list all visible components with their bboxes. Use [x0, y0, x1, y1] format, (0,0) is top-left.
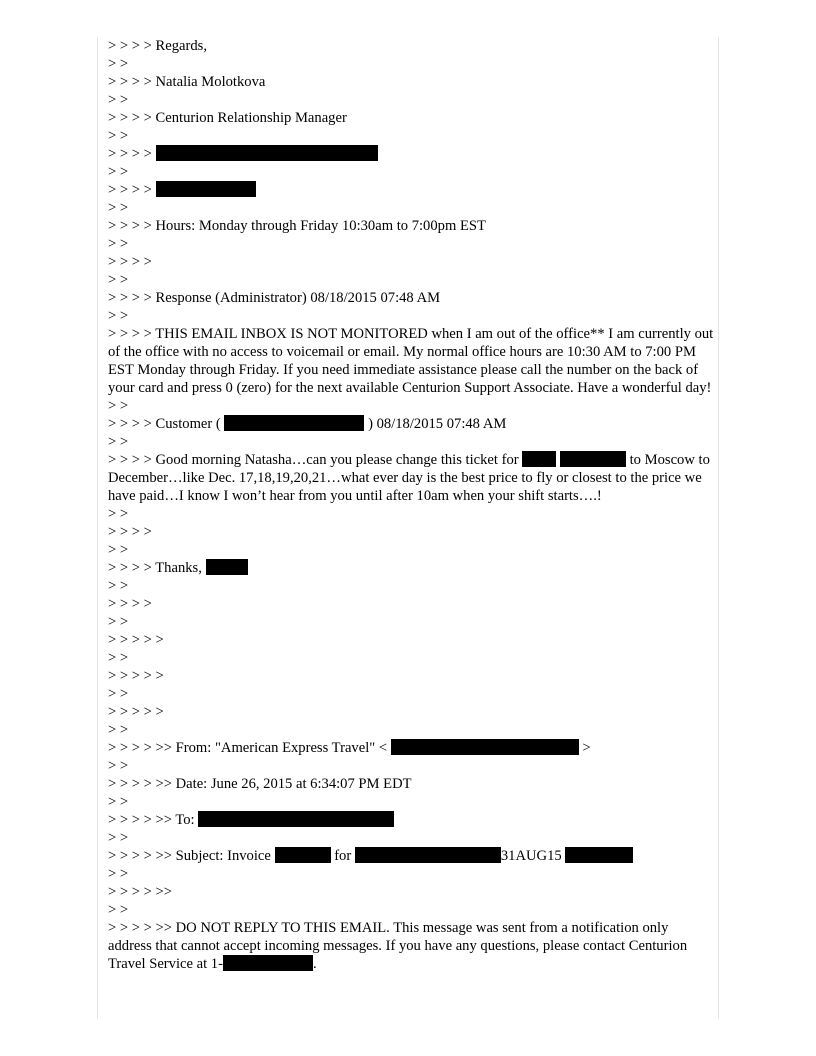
- regards-line: > > > > Regards,: [108, 38, 207, 54]
- redaction-block: [223, 955, 313, 971]
- quote-line: > >: [108, 686, 129, 702]
- customer-request: [108, 451, 714, 505]
- quote-prefix: > > > >: [108, 146, 152, 162]
- redaction-block: [391, 739, 579, 755]
- quote-line: > > > >: [108, 596, 152, 612]
- quote-line: > >: [108, 308, 129, 324]
- redaction-block: [206, 559, 248, 575]
- quote-line: > >: [108, 434, 129, 450]
- quote-line: > >: [108, 542, 129, 558]
- quote-line: > >: [108, 722, 129, 738]
- from-prefix: > > > > >> From: "American Express Travel" <: [108, 740, 388, 756]
- to-prefix: > > > > >> To:: [108, 812, 195, 828]
- quote-line: > >: [108, 128, 129, 144]
- redacted-line: [108, 145, 714, 163]
- quote-line: > >: [108, 830, 129, 846]
- response-header: > > > > Response (Administrator) 08/18/2015 07:48 AM: [108, 290, 441, 306]
- sender-name: > > > > Natalia Molotkova: [108, 74, 266, 90]
- to-line: [108, 811, 714, 829]
- quote-line: > > > > >: [108, 704, 164, 720]
- quote-line: > > > > >>: [108, 884, 172, 900]
- quote-line: > >: [108, 272, 129, 288]
- redaction-block: [224, 415, 364, 431]
- quote-line: > >: [108, 164, 129, 180]
- thanks-line: [108, 559, 714, 577]
- redaction-block: [275, 847, 331, 863]
- quote-line: > >: [108, 398, 129, 414]
- redaction-block: [522, 451, 556, 467]
- quote-line: > >: [108, 794, 129, 810]
- from-line: [108, 739, 714, 757]
- quote-line: > >: [108, 866, 129, 882]
- redacted-line: [108, 181, 714, 199]
- request-rest: Moscow to December…like Dec. 17,18,19,20,21…what ever day is the best price to fly or closest to the price we have paid…I know I won’t hear from you until after 10am when your shift starts….!: [108, 452, 714, 504]
- quote-line: > > > >: [108, 524, 152, 540]
- date-line: > > > > >> Date: June 26, 2015 at 6:34:07 PM EDT: [108, 776, 412, 792]
- sender-title: > > > > Centurion Relationship Manager: [108, 110, 347, 126]
- quote-line: > >: [108, 236, 129, 252]
- customer-prefix: > > > > Customer (: [108, 416, 221, 432]
- quote-line: > >: [108, 758, 129, 774]
- request-mid: to: [629, 452, 641, 468]
- email-body: [108, 37, 717, 973]
- quote-line: > >: [108, 92, 129, 108]
- quote-line: > >: [108, 614, 129, 630]
- quote-line: > >: [108, 578, 129, 594]
- notice-end: .: [312, 956, 317, 972]
- quote-line: > >: [108, 56, 129, 72]
- subject-for: for: [334, 848, 352, 864]
- subject-prefix: > > > > >> Subject: Invoice: [108, 848, 271, 864]
- notice-body: > > > > >> DO NOT REPLY TO THIS EMAIL. This message was sent from a notification only address that cannot accept incoming messages. If you have any questions, please contact Centurion Travel Service at 1-: [108, 920, 691, 972]
- redaction-block: [156, 181, 256, 197]
- hours-line: > > > > Hours: Monday through Friday 10:30am to 7:00pm EST: [108, 218, 486, 234]
- quote-line: > >: [108, 200, 129, 216]
- notice-text: [108, 919, 714, 973]
- customer-header: [108, 415, 714, 433]
- quote-line: > > > >: [108, 254, 152, 270]
- quote-line: > > > > >: [108, 632, 164, 648]
- request-prefix: > > > > Good morning Natasha…can you please change this ticket for: [108, 452, 519, 468]
- customer-suffix: ) 08/18/2015 07:48 AM: [368, 416, 507, 432]
- from-suffix: >: [582, 740, 591, 756]
- quote-line: > >: [108, 650, 129, 666]
- thanks-text: > > > > Thanks,: [108, 560, 202, 576]
- subject-date: 31AUG15: [500, 848, 562, 864]
- redaction-block: [156, 145, 378, 161]
- redaction-block: [355, 847, 501, 863]
- redaction-block: [198, 811, 394, 827]
- redaction-block: [560, 451, 626, 467]
- subject-line: [108, 847, 714, 865]
- auto-reply-text: > > > > THIS EMAIL INBOX IS NOT MONITORED when I am out of the office** I am currently out of the office with no access to voicemail or email. My normal office hours are 10:30 AM to 7:00 PM EST Monday through Friday. If you need immediate assistance please call the number on the back of your card and press 0 (zero) for the next available Centurion Support Associate. Have a wonderful day!: [108, 326, 717, 396]
- quote-line: > > > > >: [108, 668, 164, 684]
- quote-line: > >: [108, 902, 129, 918]
- quote-prefix: > > > >: [108, 182, 152, 198]
- redaction-block: [565, 847, 633, 863]
- quote-line: > >: [108, 506, 129, 522]
